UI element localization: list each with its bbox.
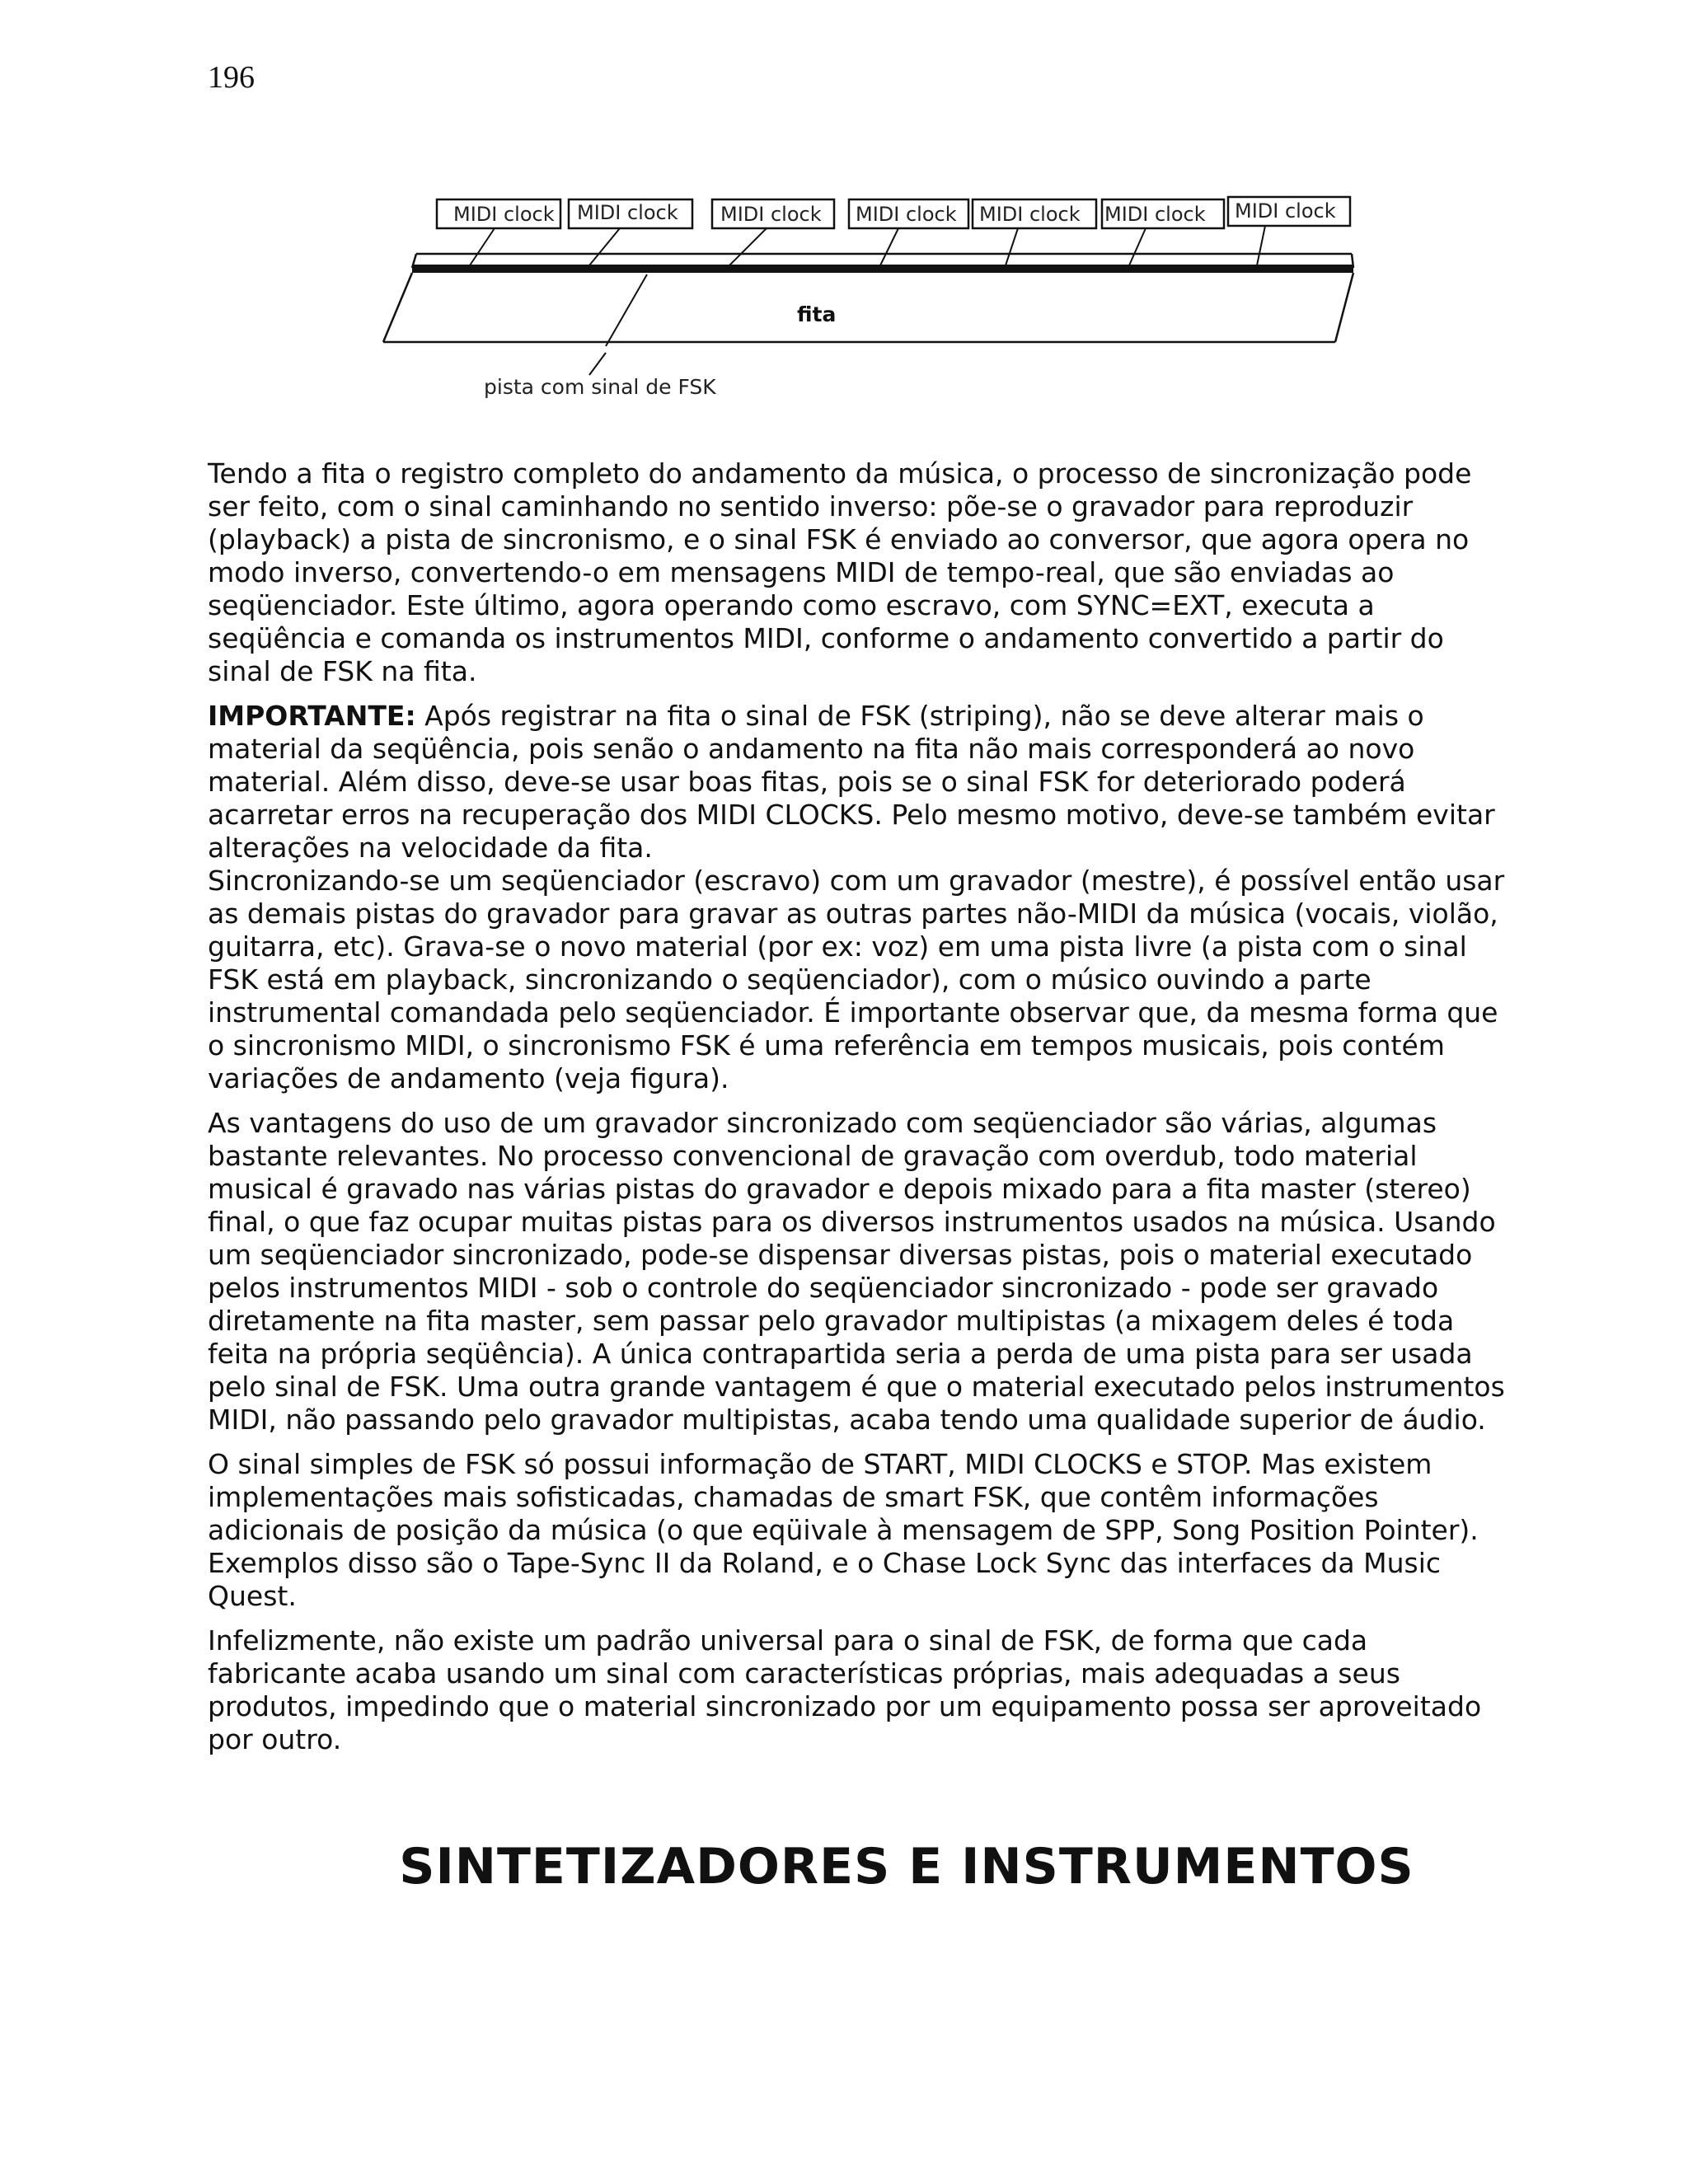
track-label: pista com sinal de FSK	[484, 375, 716, 399]
midi-clock-label: MIDI clock	[1104, 203, 1206, 226]
midi-clock-label: MIDI clock	[856, 203, 957, 226]
paragraph-no-standard: Infelizmente, não existe um padrão universal para o sinal de FSK, de forma que cada fabricante acaba usando um sinal com características próprias, mais adequadas a seus produtos, impedindo que o material sincronizado por um equipamento possa ser aproveitado por outro.	[208, 1624, 1482, 1755]
midi-clock-label: MIDI clock	[577, 201, 678, 224]
midi-clock-label: MIDI clock	[720, 203, 822, 226]
body-text	[208, 457, 1543, 1768]
paragraph-sequencer-sync: Sincronizando-se um seqüenciador (escravo) com um gravador (mestre), é possível então usar as demais pistas do gravador para gravar as outras partes não-MIDI da música (vocais, violão, guitarra, etc). Grava-se o novo material (por ex: voz) em uma pista livre (a pista com o sinal FSK está em playback, sincronizando o seqüenciador), com o músico ouvindo a parte instrumental comandada pelo seqüenciador. É importante observar que, da mesma forma que o sincronismo MIDI, o sincronismo FSK é uma referência em tempos musicais, pois contém variações de andamento (veja figura).	[208, 865, 1505, 1094]
clock-leader-lines	[470, 226, 1265, 265]
tape	[383, 254, 1353, 342]
important-label: IMPORTANTE:	[208, 700, 416, 732]
section-heading: SINTETIZADORES E INSTRUMENTOS	[399, 1838, 1414, 1896]
paragraph-advantages: As vantagens do uso de um gravador sincronizado com seqüenciador são várias, algumas bastante relevantes. No processo convencional de gravação com overdub, todo material musical é gravado nas várias pistas do gravador e depois mixado para a fita master (stereo) final, o que faz ocupar muitas pistas para os diversos instrumentos usados na música. Usando um seqüenciador sincronizado, pode-se dispensar diversas pistas, pois o material executado pelos instrumentos MIDI - sob o controle do seqüenciador sincronizado - pode ser gravado diretamente na fita master, sem passar pelo gravador multipistas (a mixagem deles é toda feita na própria seqüência). A única contrapartida seria a perda de uma pista para ser usada pelo sinal de FSK. Uma outra grande vantagem é que o material executado pelos instrumentos MIDI, não passando pelo gravador multipistas, acaba tendo uma qualidade superior de áudio.	[208, 1107, 1505, 1436]
paragraph-playback-sync: Tendo a fita o registro completo do andamento da música, o processo de sincronização pode ser feito, com o sinal caminhando no sentido inverso: põe-se o gravador para reproduzir (playback) a pista de sincronismo, e o sinal FSK é enviado ao conversor, que agora opera no modo inverso, convertendo-o em mensagens MIDI de tempo-real, que são enviadas ao seqüenciador. Este último, agora operando como escravo, com SYNC=EXT, executa a seqüência e comanda os instrumentos MIDI, conforme o andamento convertido a partir do sinal de FSK na fita.	[208, 457, 1472, 687]
track-pointer	[589, 274, 647, 375]
paragraph-smart-fsk: O sinal simples de FSK só possui informação de START, MIDI CLOCKS e STOP. Mas existem implementações mais sofisticadas, chamadas de smart FSK, que contêm informações adicionais de posição da música (o que eqüivale à mensagem de SPP, Song Position Pointer). Exemplos disso são o Tape-Sync II da Roland, e o Chase Lock Sync das interfaces da Music Quest.	[208, 1448, 1479, 1612]
tape-diagram	[0, 0, 1688, 429]
paragraph-important	[208, 700, 1543, 865]
important-text: Após registrar na fita o sinal de FSK (striping), não se deve alterar mais o material da seqüência, pois senão o andamento na fita não mais corresponderá ao novo material. Além disso, deve-se usar boas fitas, pois se o sinal FSK for deteriorado poderá acarretar erros na recuperação dos MIDI CLOCKS. Pelo mesmo motivo, deve-se também evitar alterações na velocidade da fita.	[208, 700, 1495, 864]
midi-clock-label: MIDI clock	[453, 203, 555, 226]
midi-clock-label: MIDI clock	[979, 203, 1081, 226]
fsk-track	[412, 265, 1353, 273]
tape-label: fita	[797, 302, 837, 326]
page-number: 196	[208, 60, 255, 95]
midi-clock-label: MIDI clock	[1235, 199, 1336, 223]
